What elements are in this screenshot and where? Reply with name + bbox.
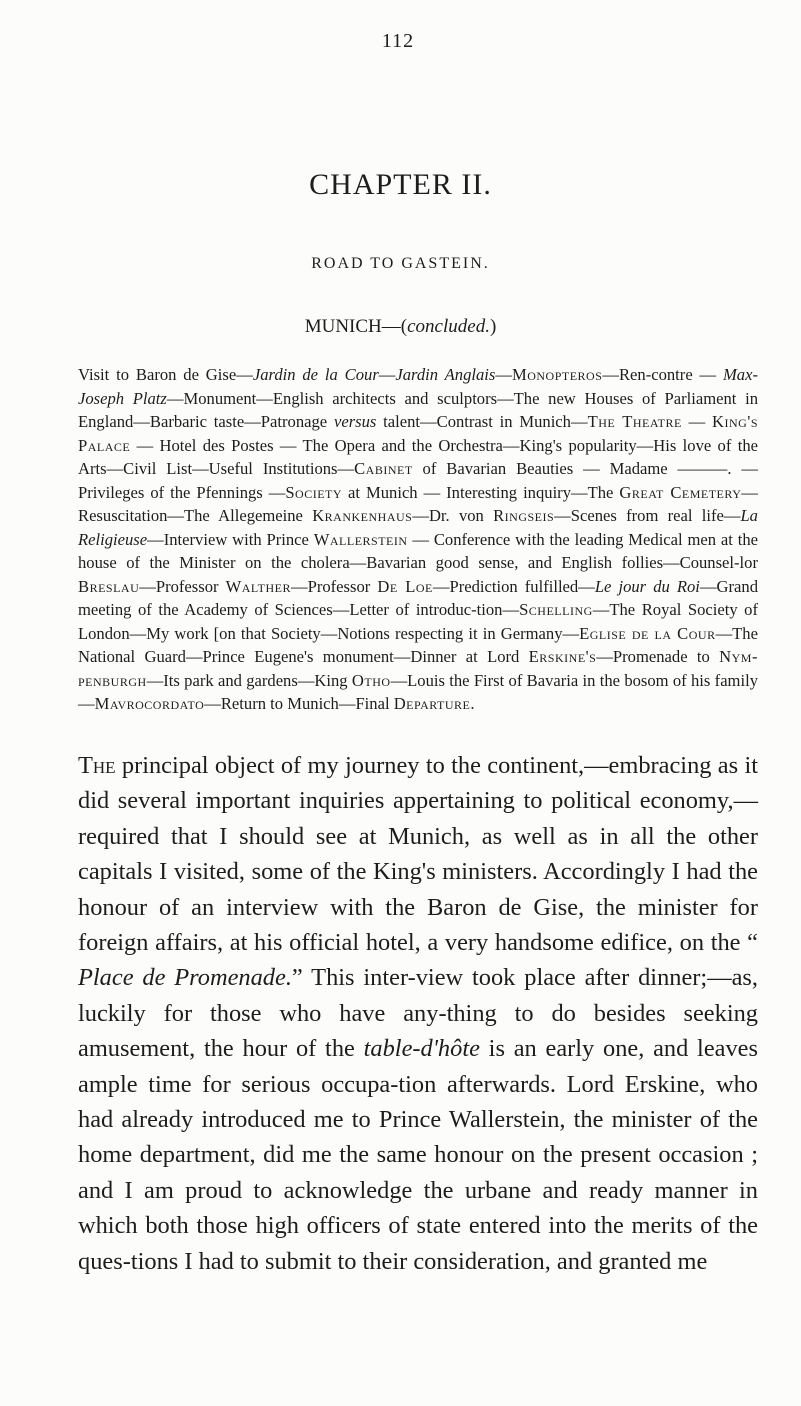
synopsis-italic: Le jour du Roi: [594, 576, 700, 596]
page-number: 112: [381, 30, 415, 52]
synopsis-text: —: [681, 412, 713, 431]
section-title-concluded: concluded.: [407, 316, 490, 337]
synopsis-text: —Ren-contre —: [602, 365, 723, 384]
synopsis-smallcaps: Walther: [225, 576, 291, 596]
synopsis-text: —: [495, 365, 512, 384]
synopsis-smallcaps: Wallerstein: [313, 529, 408, 549]
synopsis-text: —Resuscitation—The Allegemeine: [78, 482, 758, 525]
synopsis-italic: Jardin Anglais: [395, 365, 496, 384]
synopsis-text: —Professor: [139, 576, 226, 596]
synopsis-text: —: [378, 365, 396, 384]
section-title: [0, 316, 801, 338]
synopsis-smallcaps: Erskine's: [528, 647, 597, 666]
synopsis-text: Visit to Baron de Gise—: [78, 365, 253, 384]
synopsis-text: of Bavarian Beauties — Madame ———. —Privileges of the Pfennings —: [78, 459, 758, 502]
synopsis-text: —Grand meeting of the Academy of Sciences—Letter of introduc-tion—: [78, 576, 758, 619]
synopsis-text: — Conference with the leading Medical men at the house of the Minister on the cholera—Bavarian good sense, and English follies—Counsel-lor: [78, 529, 758, 572]
paragraph-text: is an early one, and leaves ample time for serious occupa-tion afterwards. Lord Erskine, who had already introduced me to Prince Wallerstein, the minister of the home department, did me the same honour on the present occasion ; and I am proud to acknowledge the urbane and ready manner in which both those high officers of state entered into the merits of the ques-tions I had to submit to their consideration, and granted me: [78, 1035, 759, 1275]
synopsis-text: —Prediction fulfilled—: [432, 576, 595, 596]
synopsis-smallcaps: Krankenhaus: [312, 506, 413, 525]
chapter-title: CHAPTER II.: [309, 168, 492, 201]
paragraph-italic: Place de Promenade.: [78, 964, 292, 992]
synopsis-smallcaps: Breslau: [78, 576, 140, 596]
synopsis-smallcaps: Mavrocordato: [94, 694, 205, 713]
synopsis-italic: Max-Joseph Platz: [78, 365, 758, 408]
chapter-subtitle: ROAD TO GASTEIN.: [311, 255, 490, 272]
synopsis-text: —Professor: [291, 576, 378, 596]
paragraph-opening-word: The: [78, 752, 116, 779]
synopsis-smallcaps: Great Cemetery: [619, 482, 742, 502]
synopsis-italic: Jardin de la Cour: [252, 365, 379, 384]
paragraph-text: principal object of my journey to the continent,—embracing as it did several important inquiries appertaining to political economy,—required that I should see at Munich, as well as in all the other capitals I visited, some of the King's ministers. Accordingly I had the honour of an interview with the Baron de Gise, the minister for foreign affairs, at his official hotel, a very handsome edifice, on the “: [78, 752, 758, 957]
synopsis-smallcaps: Schelling: [519, 600, 593, 619]
synopsis-text: —Monument—English architects and sculptors—The new Houses of Parliament in England—Barbaric taste—Patronage: [78, 388, 758, 431]
synopsis-text: —Promenade to: [596, 647, 720, 666]
synopsis-text: talent—Contrast in Munich—: [376, 412, 588, 431]
synopsis-smallcaps: Cabinet: [354, 459, 413, 478]
synopsis-smallcaps: De Loe: [377, 576, 433, 596]
synopsis-text: —Dr. von: [412, 506, 494, 525]
synopsis-text: at Munich — Interesting inquiry—The: [342, 482, 620, 502]
synopsis-text: —Return to Munich—Final: [204, 694, 394, 713]
section-title-main: MUNICH—(: [304, 316, 408, 337]
synopsis-smallcaps: The Theatre: [587, 412, 682, 431]
synopsis-smallcaps: Eglise de la Cour: [579, 623, 716, 643]
synopsis-text: —The National Guard—Prince Eugene's monument—Dinner at Lord: [78, 623, 758, 666]
synopsis-italic: versus: [333, 412, 377, 431]
synopsis-smallcaps: Monopteros: [511, 365, 603, 384]
synopsis-text: —The Royal Society of London—My work [on that Society—Notions respecting it in Germany—: [78, 600, 758, 643]
synopsis-text: —Scenes from real life—: [554, 506, 741, 525]
synopsis-text: —Interview with Prince: [147, 529, 314, 549]
paragraph-text: ” This inter-view took place after dinner;—as, luckily for those who have any-thing to do besides seeking amusement, the hour of the: [78, 964, 759, 1063]
body-paragraph: [78, 748, 758, 1279]
chapter-synopsis: [78, 363, 758, 716]
synopsis-italic: La Religieuse: [78, 506, 758, 549]
synopsis-text: —Its park and gardens—King: [146, 670, 352, 690]
synopsis-text: —Louis the First of Bavaria in the bosom of his family—: [78, 670, 758, 713]
synopsis-smallcaps: Ringseis: [493, 506, 555, 525]
synopsis-smallcaps: Departure.: [393, 694, 476, 713]
synopsis-text: — Hotel des Postes — The Opera and the Orchestra—King's popularity—His love of the Arts—Civil List—Useful Institutions—: [78, 435, 758, 478]
paragraph-italic: table-d'hôte: [363, 1035, 480, 1063]
section-title-end: ): [489, 316, 497, 337]
synopsis-smallcaps: Society: [285, 482, 343, 502]
synopsis-smallcaps: Otho: [351, 670, 391, 690]
synopsis-smallcaps: Nym-penburgh: [78, 647, 758, 690]
synopsis-smallcaps: King's Palace: [78, 412, 759, 455]
